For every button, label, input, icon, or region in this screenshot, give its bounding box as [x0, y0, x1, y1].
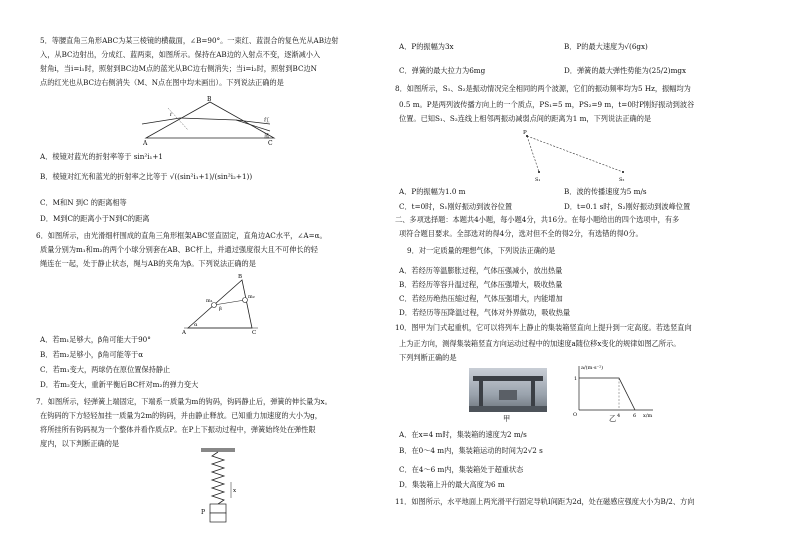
q7-line-1: 7．如图所示，轻弹簧上端固定，下端系一质量为m的钩码，钩码静止后，弹簧的伸长量为x。: [36, 397, 332, 406]
crane-drawing: [469, 368, 547, 412]
prism-label-blue: 蓝: [264, 134, 270, 140]
q7-line-2: 在钩码的下方轻轻加挂一质量为2m的钩码，并由静止释放。已知重力加速度的大小为g，: [40, 411, 322, 420]
spring-figure: [195, 448, 245, 524]
q9-option-b: B．若经历等容升温过程，气体压强增大，吸收热量: [399, 280, 563, 289]
wave-sources-figure: [509, 126, 639, 184]
q6-line-2: 质量分别为m₁和m₂的两个小球分别套在AB、BC杆上，并通过强度很大且不可伸长的轻: [40, 245, 318, 254]
q10-option-d: D．集装箱上升的最大高度为6 m: [399, 480, 505, 489]
wave-label-s2: S₂: [619, 177, 625, 183]
q8-option-d: D．t=0.1 s时，S₂刚好振动到波峰位置: [564, 202, 691, 211]
q10-option-c: C．在4～6 m内，集装箱处于超重状态: [399, 465, 524, 474]
q8-line-3: 位置。已知S₁、S₂连线上相邻两振动减弱点间的距离为1 m，下列说法正确的是: [399, 114, 652, 123]
q10-option-a: A．在x=4 m时，集装箱的速度为2 m/s: [399, 430, 527, 439]
frame-label-c: C: [252, 330, 257, 334]
figure-yi-label: 乙: [609, 414, 617, 423]
frame-label-m1: m₁: [206, 298, 213, 304]
prism-label-a: A: [143, 140, 148, 146]
graph-x-tick-6: 6: [633, 413, 637, 419]
q6-line-1: 6．如图所示，由光滑细杆围成的直角三角形框架ABC竖直固定，直角边AC水平，∠A=α。: [36, 231, 327, 240]
wave-label-s1: S₁: [535, 177, 541, 183]
q5-line-3: 射角i，当i=i₁时，照射到BC边M点的蓝光从BC边右侧消失；当i=i₂时，照射到BC边N: [40, 64, 317, 73]
frame-label-a: A: [182, 330, 186, 334]
graph-x-tick-4: 4: [617, 413, 621, 419]
q10-line-2: 上为正方向，测得集装箱竖直方向运动过程中的加速度a随位移x变化的规律如图乙所示。: [399, 339, 681, 348]
frame-label-b: B: [238, 274, 243, 280]
q5-line-2: 入，从BC边射出，分成红、蓝两束，如图所示。保持在AB边的入射点不变，逐渐减小入: [40, 50, 321, 59]
prism-label-red: 红: [264, 118, 270, 124]
graph-y-tick: 1: [574, 376, 578, 382]
q5-option-b: B．棱镜对红光和蓝光的折射率之比等于 √((sin²i₁+1)/(sin²i₂+1)): [40, 172, 253, 181]
spring-label-p: P: [201, 509, 206, 516]
q7-option-d: D．弹簧的最大弹性势能为(25/2)mgx: [564, 66, 687, 75]
q7-line-4: 度内，以下判断正确的是: [40, 439, 120, 448]
q7-line-3: 将所挂所有钩码视为一个整体并看作质点P。在P上下振动过程中，弹簧始终处在弹性限: [40, 425, 316, 434]
q7-option-c: C．弹簧的最大拉力为6mg: [399, 66, 486, 75]
q5-option-a: A．棱镜对蓝光的折射率等于 sin²i₁+1: [40, 152, 163, 161]
section-2-line-2: 项符合题目要求。全部选对的得4分，选对但不全的得2分，有选错的得0分。: [399, 229, 643, 238]
q9-option-a: A．若经历等温膨胀过程，气体压强减小，放出热量: [399, 266, 563, 275]
spring-label-x: x: [233, 488, 237, 494]
graph-origin: O: [573, 412, 578, 418]
graph-x-label: x/m: [643, 413, 653, 419]
figure-jia-label: 甲: [503, 414, 511, 423]
q6-line-3: 绳连在一起，处于静止状态，绳与AB的夹角为β。下列说法正确的是: [40, 259, 256, 268]
q6-option-a: A．若m₁足够大，β角可能大于90°: [40, 335, 151, 344]
wave-label-p: P: [523, 130, 527, 136]
q8-option-b: B．波的传播速度为5 m/s: [564, 187, 647, 196]
prism-label-i: i: [170, 112, 172, 118]
q10-line-1: 10．图甲为门式起重机，它可以将列车上静止的集装箱竖直向上提升到一定高度。若选竖直向: [395, 323, 692, 332]
q11-line-1: 11．如图所示，水平地面上两光滑平行固定导轨I间距为2d，处在磁感应强度大小为B/2、方向: [395, 497, 695, 506]
q8-line-1: 8．如图所示，S₁、S₂是振动情况完全相同的两个波源，它们的振动频率均为5 Hz，振幅均为: [395, 84, 691, 93]
q6-option-d: D．若m₂变大，重新平衡后BC杆对m₂的弹力变大: [40, 380, 199, 389]
prism-figure: [140, 94, 280, 146]
q10-option-b: B．在0～4 m内，集装箱运动的时间为2√2 s: [399, 446, 543, 455]
q7-option-a: A．P的振幅为3x: [399, 42, 454, 51]
frame-label-alpha: α: [194, 322, 198, 328]
frame-label-m2: m₂: [248, 294, 255, 300]
prism-label-b: B: [207, 96, 212, 103]
prism-label-c: C: [268, 140, 273, 146]
q5-line-1: 5．等腰直角三角形ABC为某三棱镜的横截面，∠B=90°。一束红、蓝混合的复色光从AB边射: [40, 36, 339, 45]
q9-option-c: C．若经历绝热压缩过程，气体压强增大，内能增加: [399, 294, 563, 303]
graph-y-label: a/(m·s⁻²): [581, 365, 604, 371]
q9-option-d: D．若经历等压降温过程，气体对外界做功，吸收热量: [399, 308, 571, 317]
q5-option-d: D．M到C的距离小于N到C的距离: [40, 214, 150, 223]
q7-option-b: B．P的最大速度为√(6gx): [564, 42, 648, 51]
q8-line-2: 0.5 m。P是两列波传播方向上的一个质点，PS₁=5 m，PS₂=9 m，t=0时P刚好振动到波谷: [399, 100, 695, 109]
section-2-line-1: 二、多项选择题：本题共4小题，每小题4分，共16分。在每小题给出的四个选项中，有多: [395, 215, 680, 224]
q10-line-3: 下列判断正确的是: [399, 353, 457, 362]
gantry-crane-photo: [469, 368, 547, 412]
acceleration-graph: [567, 362, 657, 420]
q5-line-4: 点的红光也从BC边右侧消失（M、N点在图中均未画出）。下列说法正确的是: [40, 78, 284, 87]
q8-option-a: A．P的振幅为1.0 m: [399, 187, 466, 196]
q8-option-c: C．t=0时，S₁刚好振动到波谷位置: [399, 202, 513, 211]
q6-option-c: C．若m₁变大，两球仍在原位置保持静止: [40, 365, 171, 374]
triangle-frame-figure: [180, 270, 260, 334]
q6-option-b: B．若m₂足够小，β角可能等于α: [40, 350, 144, 359]
q5-option-c: C．M和N 到C 的距离相等: [40, 198, 127, 207]
frame-label-beta: β: [219, 306, 222, 312]
q9-stem: 9．对一定质量的理想气体，下列说法正确的是: [407, 246, 556, 255]
